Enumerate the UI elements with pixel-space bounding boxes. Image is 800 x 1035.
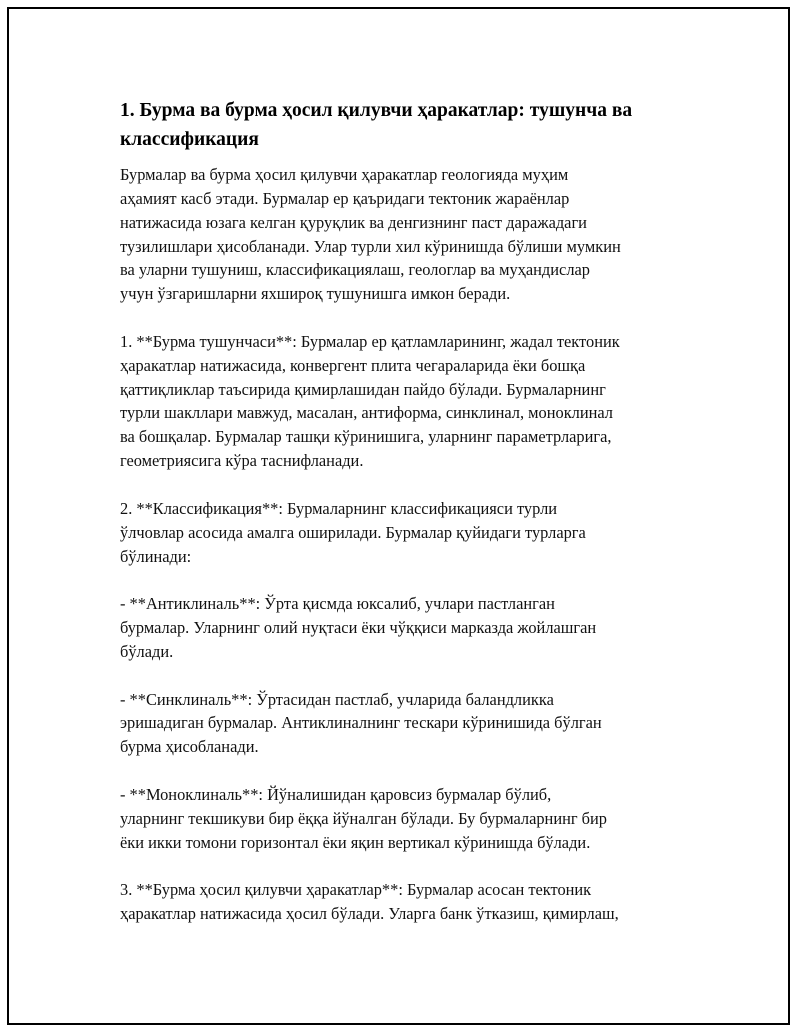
paragraph-gap bbox=[120, 854, 710, 878]
movements-paragraph: 3. **Бурма ҳосил қилувчи ҳаракатлар**: Бурмалар асосан тектоник ҳаракатлар натижасида ҳосил бўлади. Уларга банк ўтказиш, қимирлаш, bbox=[120, 880, 619, 924]
paragraph-gap bbox=[120, 473, 710, 497]
intro-paragraph: Бурмалар ва бурма ҳосил қилувчи ҳаракатлар геологияда муҳим aҳамият касб этади. Бурмалар ер қаъридаги тектоник жараёнлар натижасида юзага келган қуруқлик ва денгизнинг паст даражадаги тузилишлари ҳисобланади. Улар турли хил кўринишда бўлиши мумкин ва уларни тушуниш, классификациялаш, геологлар ва муҳандислар учун ўзгаришларни яхшироқ тушунишга имкон беради. bbox=[120, 165, 621, 304]
paragraph-gap bbox=[120, 664, 710, 688]
monocline-list-item: - **Моноклиналь**: Йўналишидан қаровсиз бурмалар бўлиб, уларнинг текшикуви бир ёққа йўналган бўлади. Бу бурмаларнинг бир ёки икки томони горизонтал ёки яқин вертикал кўринишда бўлади. bbox=[120, 784, 607, 852]
concept-paragraph: 1. **Бурма тушунчаси**: Бурмалар ер қатламларининг, жадал тектоник ҳаракатлар натижасида, конвергент плита чегараларида ёки бошқа қаттиқликлар таъсирида қимирлашидан пайдо бўлади. Бурмаларнинг турли шакллари мавжуд, масалан, антиформа, синклинал, моноклинал ва бошқалар. Бурмалар ташқи кўринишига, уларнинг параметрларига, геометриясига кўра таснифланади. bbox=[120, 331, 620, 471]
anticline-list-item: - **Антиклиналь**: Ўрта қисмда юксалиб, учлари пастланган бурмалар. Уларнинг олий нуқтаси ёки чўққиси марказда жойлашган бўлади. bbox=[120, 594, 597, 661]
document-content bbox=[120, 96, 710, 926]
paragraph-gap bbox=[120, 306, 710, 330]
paragraph-gap bbox=[120, 759, 710, 783]
section-heading: 1. Бурма ва бурма ҳосил қилувчи ҳаракатлар: тушунча ва классификация bbox=[120, 100, 633, 150]
syncline-list-item: - **Синклиналь**: Ўртасидан пастлаб, учларида баландликка эришадиган бурмалар. Антиклиналнинг тескари кўринишида бўлган бурма ҳисобланади. bbox=[120, 689, 602, 757]
document-page bbox=[7, 7, 790, 1025]
classification-paragraph: 2. **Классификация**: Бурмаларнинг классификацияси турли ўлчовлар асосида амалга оширилади. Бурмалар қуйидаги турларга бўлинади: bbox=[120, 498, 586, 566]
paragraph-gap bbox=[120, 568, 710, 592]
